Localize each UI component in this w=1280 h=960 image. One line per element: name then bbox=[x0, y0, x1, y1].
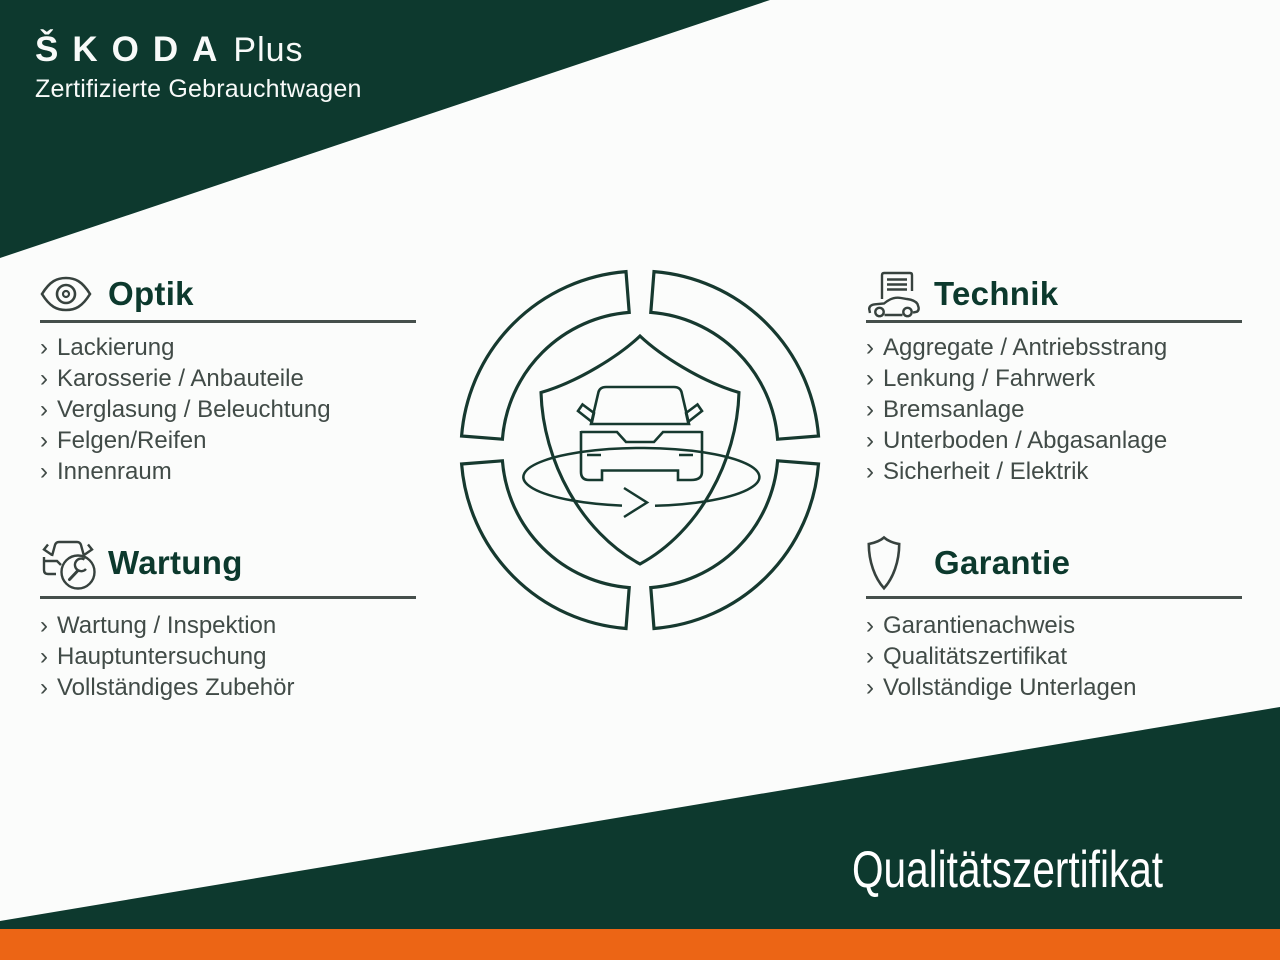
section-divider bbox=[40, 320, 416, 323]
shield-icon bbox=[866, 535, 934, 591]
list-item bbox=[40, 425, 416, 456]
skoda-plus-logo bbox=[35, 30, 362, 103]
section-list bbox=[866, 332, 1242, 487]
list-item-label: Qualitätszertifikat bbox=[883, 643, 1068, 670]
car-report-icon bbox=[866, 270, 934, 318]
section-optik bbox=[40, 268, 416, 487]
section-divider bbox=[866, 596, 1242, 599]
list-item-label: Aggregate / Antriebsstrang bbox=[883, 334, 1168, 361]
car-front-icon bbox=[578, 387, 702, 480]
list-item-label: Lenkung / Fahrwerk bbox=[883, 365, 1096, 392]
section-title: Technik bbox=[934, 274, 1059, 312]
chevron-bullet-icon: › bbox=[40, 427, 48, 454]
list-item bbox=[866, 363, 1242, 394]
chevron-bullet-icon: › bbox=[866, 458, 874, 485]
list-item-label: Karosserie / Anbauteile bbox=[57, 365, 304, 392]
list-item-label: Unterboden / Abgasanlage bbox=[883, 427, 1168, 454]
chevron-bullet-icon: › bbox=[40, 612, 48, 639]
chevron-bullet-icon: › bbox=[40, 396, 48, 423]
list-item bbox=[40, 641, 416, 672]
eye-icon bbox=[40, 274, 108, 314]
chevron-bullet-icon: › bbox=[866, 643, 874, 670]
list-item bbox=[866, 394, 1242, 425]
chevron-bullet-icon: › bbox=[866, 365, 874, 392]
inspection-emblem bbox=[455, 265, 825, 640]
chevron-bullet-icon: › bbox=[866, 427, 874, 454]
section-garantie bbox=[866, 534, 1242, 703]
list-item-label: Felgen/Reifen bbox=[57, 427, 207, 454]
rotation-arrow bbox=[523, 448, 759, 517]
chevron-bullet-icon: › bbox=[40, 365, 48, 392]
section-divider bbox=[866, 320, 1242, 323]
list-item bbox=[866, 610, 1242, 641]
list-item-label: Hauptuntersuchung bbox=[57, 643, 267, 670]
logo-wordmark: ŠKODA bbox=[35, 30, 232, 69]
list-item-label: Lackierung bbox=[57, 334, 175, 361]
chevron-bullet-icon: › bbox=[40, 458, 48, 485]
car-service-icon bbox=[40, 534, 108, 592]
list-item bbox=[40, 456, 416, 487]
chevron-bullet-icon: › bbox=[866, 674, 874, 701]
list-item bbox=[40, 610, 416, 641]
chevron-bullet-icon: › bbox=[40, 643, 48, 670]
certificate-title: Qualitätszertifikat bbox=[852, 841, 1164, 899]
section-list bbox=[866, 610, 1242, 703]
chevron-bullet-icon: › bbox=[866, 396, 874, 423]
list-item-label: Sicherheit / Elektrik bbox=[883, 458, 1089, 485]
section-list bbox=[40, 332, 416, 487]
list-item bbox=[40, 394, 416, 425]
section-divider bbox=[40, 596, 416, 599]
list-item-label: Vollständige Unterlagen bbox=[883, 674, 1137, 701]
list-item bbox=[866, 332, 1242, 363]
list-item bbox=[40, 672, 416, 703]
list-item-label: Wartung / Inspektion bbox=[57, 612, 277, 639]
list-item bbox=[866, 641, 1242, 672]
list-item bbox=[866, 672, 1242, 703]
section-title: Wartung bbox=[108, 544, 243, 581]
list-item bbox=[40, 363, 416, 394]
list-item-label: Bremsanlage bbox=[883, 396, 1025, 423]
list-item-label: Garantienachweis bbox=[883, 612, 1076, 639]
list-item-label: Verglasung / Beleuchtung bbox=[57, 396, 331, 423]
section-title: Optik bbox=[108, 274, 194, 312]
section-technik bbox=[866, 268, 1242, 487]
section-list bbox=[40, 610, 416, 703]
bottom-orange-stripe bbox=[0, 929, 1280, 960]
chevron-bullet-icon: › bbox=[40, 674, 48, 701]
chevron-bullet-icon: › bbox=[866, 612, 874, 639]
logo-suffix: Plus bbox=[233, 31, 304, 69]
section-title: Garantie bbox=[934, 544, 1071, 581]
list-item-label: Vollständiges Zubehör bbox=[57, 674, 295, 701]
list-item-label: Innenraum bbox=[57, 458, 172, 485]
list-item bbox=[866, 456, 1242, 487]
chevron-bullet-icon: › bbox=[866, 334, 874, 361]
chevron-bullet-icon: › bbox=[40, 334, 48, 361]
shield-outline bbox=[541, 336, 739, 564]
logo-subtitle: Zertifizierte Gebrauchtwagen bbox=[35, 75, 362, 103]
list-item bbox=[40, 332, 416, 363]
segmented-ring bbox=[462, 272, 819, 629]
section-wartung bbox=[40, 534, 416, 703]
list-item bbox=[866, 425, 1242, 456]
